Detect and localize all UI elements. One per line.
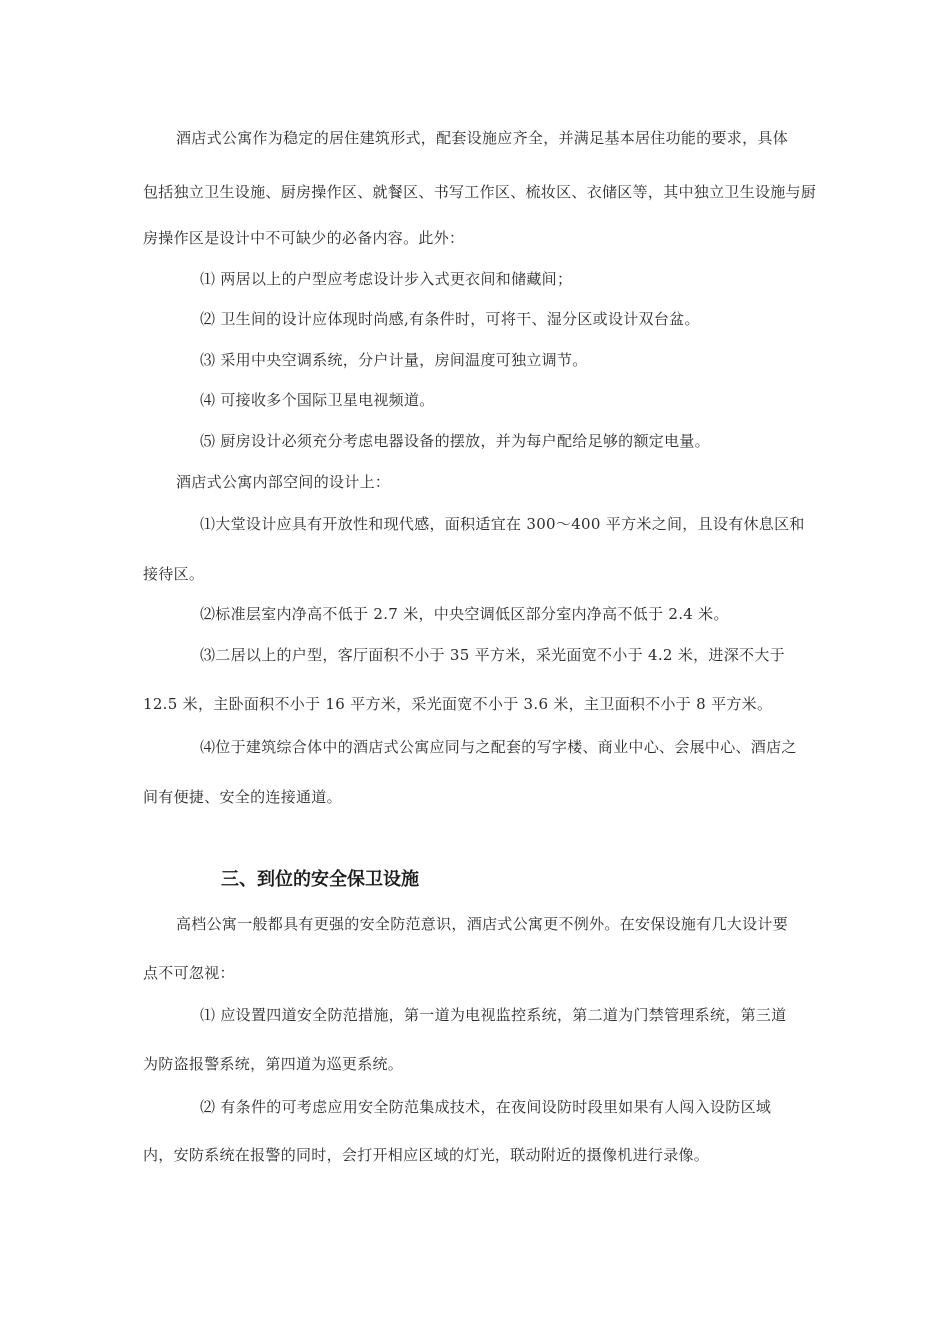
list-item: ⑶二居以上的户型，客厅面积不小于 35 平方米，采光面宽不小于 4.2 米，进深不大于 bbox=[200, 646, 785, 664]
paragraph-line: 点不可忽视： bbox=[143, 964, 235, 982]
paragraph-line: 酒店式公寓内部空间的设计上： bbox=[176, 473, 391, 491]
list-item: ⑵标准层室内净高不低于 2.7 米，中央空调低区部分室内净高不低于 2.4 米。 bbox=[200, 605, 729, 623]
list-item: ⑵ 卫生间的设计应体现时尚感,有条件时，可将干、湿分区或设计双台盆。 bbox=[200, 310, 700, 328]
paragraph-line: 酒店式公寓作为稳定的居住建筑形式，配套设施应齐全，并满足基本居住功能的要求，具体 bbox=[176, 129, 789, 147]
paragraph-line: 高档公寓一般都具有更强的安全防范意识，酒店式公寓更不例外。在安保设施有几大设计要 bbox=[176, 915, 789, 933]
list-item-continuation: 为防盗报警系统，第四道为巡更系统。 bbox=[143, 1055, 404, 1073]
list-item: ⑷ 可接收多个国际卫星电视频道。 bbox=[200, 391, 435, 409]
list-item-continuation: 12.5 米，主卧面积不小于 16 平方米，采光面宽不小于 3.6 米，主卫面积不小于 8 平方米。 bbox=[143, 695, 773, 713]
list-item-continuation: 内，安防系统在报警的同时，会打开相应区域的灯光，联动附近的摄像机进行录像。 bbox=[143, 1146, 710, 1164]
list-item: ⑴大堂设计应具有开放性和现代感，面积适宜在 300～400 平方米之间，且设有休息区和 bbox=[200, 515, 805, 533]
list-item: ⑵ 有条件的可考虑应用安全防范集成技术，在夜间设防时段里如果有人闯入设防区域 bbox=[200, 1098, 772, 1116]
section-heading: 三、到位的安全保卫设施 bbox=[221, 869, 419, 890]
list-item: ⑴ 应设置四道安全防范措施，第一道为电视监控系统，第二道为门禁管理系统，第三道 bbox=[200, 1006, 787, 1024]
list-item-continuation: 间有便捷、安全的连接通道。 bbox=[143, 788, 342, 806]
paragraph-line: 包括独立卫生设施、厨房操作区、就餐区、书写工作区、梳妆区、衣储区等，其中独立卫生设施与厨 bbox=[143, 183, 817, 201]
paragraph-line: 房操作区是设计中不可缺少的必备内容。此外： bbox=[143, 229, 465, 247]
list-item-continuation: 接待区。 bbox=[143, 565, 205, 583]
list-item: ⑷位于建筑综合体中的酒店式公寓应同与之配套的写字楼、商业中心、会展中心、酒店之 bbox=[200, 738, 797, 756]
list-item: ⑶ 采用中央空调系统，分户计量，房间温度可独立调节。 bbox=[200, 351, 588, 369]
list-item: ⑴ 两居以上的户型应考虑设计步入式更衣间和储藏间； bbox=[200, 270, 573, 288]
list-item: ⑸ 厨房设计必须充分考虑电器设备的摆放，并为每户配给足够的额定电量。 bbox=[200, 432, 710, 450]
